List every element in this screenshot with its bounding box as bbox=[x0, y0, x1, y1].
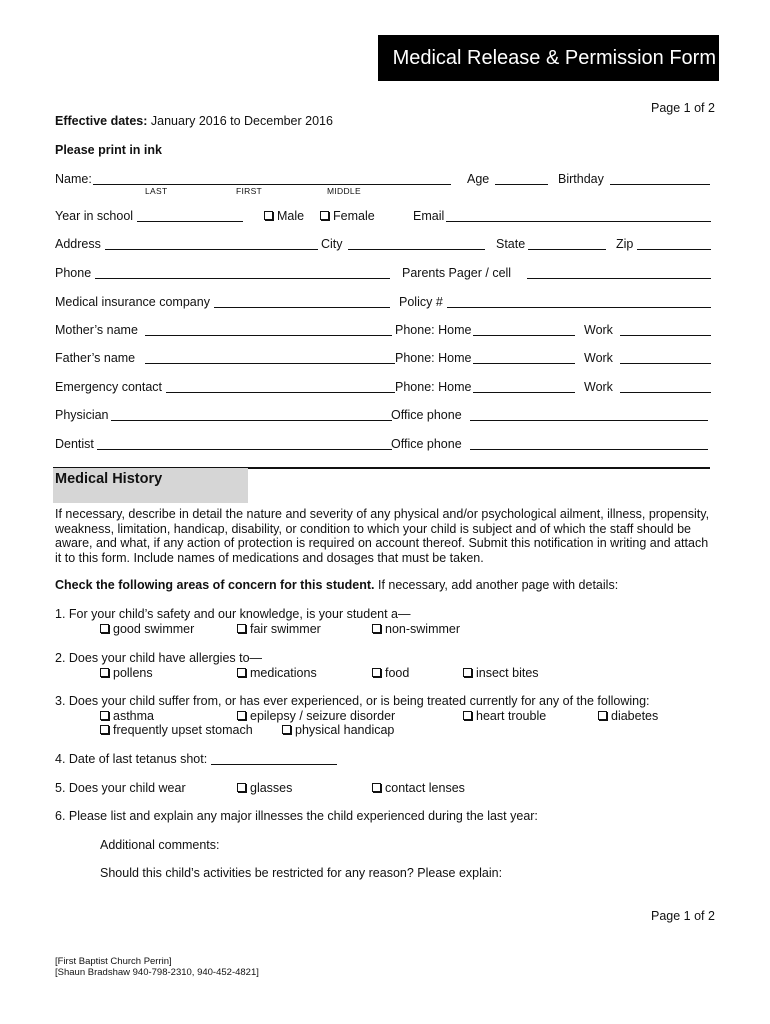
birthday-input-line[interactable] bbox=[610, 184, 710, 185]
print-in-ink-note: Please print in ink bbox=[55, 143, 162, 157]
mother-work-input-line[interactable] bbox=[620, 335, 711, 336]
check-areas-instruction bbox=[55, 578, 618, 592]
year-in-school-input-line[interactable] bbox=[137, 221, 243, 222]
option-label: glasses bbox=[250, 781, 293, 795]
heart-trouble-option[interactable] bbox=[463, 709, 546, 723]
age-label: Age bbox=[467, 172, 490, 186]
option-label: food bbox=[385, 666, 410, 680]
dentist-office-phone-label: Office phone bbox=[391, 437, 462, 451]
physical-handicap-option[interactable] bbox=[282, 723, 394, 737]
page-number-bottom: Page 1 of 2 bbox=[651, 909, 715, 923]
parents-pager-input-line[interactable] bbox=[527, 278, 711, 279]
email-label: Email bbox=[413, 209, 445, 223]
dentist-input-line[interactable] bbox=[97, 449, 392, 450]
male-checkbox-icon[interactable] bbox=[264, 211, 273, 220]
checkbox-icon[interactable] bbox=[463, 668, 472, 677]
policy-label: Policy # bbox=[399, 295, 443, 309]
option-label: epilepsy / seizure disorder bbox=[250, 709, 396, 723]
father-work-label: Work bbox=[584, 351, 613, 365]
glasses-option[interactable] bbox=[237, 781, 292, 795]
page-number-top: Page 1 of 2 bbox=[651, 101, 715, 115]
checkbox-icon[interactable] bbox=[463, 711, 472, 720]
option-label: good swimmer bbox=[113, 622, 195, 636]
option-label: non-swimmer bbox=[385, 622, 461, 636]
mother-phone-home-label: Phone: Home bbox=[395, 323, 472, 337]
mother-label: Mother’s name bbox=[55, 323, 138, 337]
footer-contact: [Shaun Bradshaw 940-798-2310, 940-452-4821] bbox=[55, 967, 259, 978]
question-2: 2. Does your child have allergies to— bbox=[55, 651, 263, 665]
medical-history-paragraph: If necessary, describe in detail the nature and severity of any physical and/or psychological ailment, illness, propensity, weakness, limitation, handicap, disability, or condition to which your child is subject and of which the staff should be aware, and what, if any action of protection is required on account thereof. Submit this notification in writing and attach it to this form. Include names of medications and dosages that must be taken. bbox=[55, 507, 710, 565]
mother-phone-home-input-line[interactable] bbox=[473, 335, 575, 336]
checkbox-icon[interactable] bbox=[100, 624, 109, 633]
option-label: heart trouble bbox=[476, 709, 547, 723]
good-swimmer-option[interactable] bbox=[100, 622, 194, 636]
diabetes-option[interactable] bbox=[598, 709, 658, 723]
option-label: medications bbox=[250, 666, 317, 680]
father-label: Father’s name bbox=[55, 351, 136, 365]
policy-input-line[interactable] bbox=[447, 307, 711, 308]
option-label: diabetes bbox=[611, 709, 659, 723]
additional-comments-label: Additional comments: bbox=[100, 838, 220, 852]
mother-input-line[interactable] bbox=[145, 335, 392, 336]
city-label: City bbox=[321, 237, 343, 251]
fair-swimmer-option[interactable] bbox=[237, 622, 321, 636]
question-5: 5. Does your child wear bbox=[55, 781, 186, 795]
checkbox-icon[interactable] bbox=[282, 725, 291, 734]
female-checkbox-icon[interactable] bbox=[320, 211, 329, 220]
zip-label: Zip bbox=[616, 237, 634, 251]
address-label: Address bbox=[55, 237, 101, 251]
emergency-input-line[interactable] bbox=[166, 392, 395, 393]
emergency-phone-home-input-line[interactable] bbox=[473, 392, 575, 393]
father-phone-home-input-line[interactable] bbox=[473, 363, 575, 364]
insect-bites-option[interactable] bbox=[463, 666, 539, 680]
physician-office-phone-input-line[interactable] bbox=[470, 420, 708, 421]
option-label: contact lenses bbox=[385, 781, 465, 795]
zip-input-line[interactable] bbox=[637, 249, 711, 250]
option-label: asthma bbox=[113, 709, 154, 723]
checkbox-icon[interactable] bbox=[372, 624, 381, 633]
form-title: Medical Release & Permission Form bbox=[378, 35, 719, 81]
year-in-school-label: Year in school bbox=[55, 209, 134, 223]
pollens-option[interactable] bbox=[100, 666, 153, 680]
question-3: 3. Does your child suffer from, or has ever experienced, or is being treated currently for any of the following: bbox=[55, 694, 650, 708]
option-label: frequently upset stomach bbox=[113, 723, 253, 737]
last-name-caption: LAST bbox=[145, 186, 168, 196]
checkbox-icon[interactable] bbox=[100, 668, 109, 677]
option-label: fair swimmer bbox=[250, 622, 321, 636]
female-label: Female bbox=[333, 209, 375, 223]
checkbox-icon[interactable] bbox=[100, 725, 109, 734]
age-input-line[interactable] bbox=[495, 184, 548, 185]
middle-name-caption: MIDDLE bbox=[327, 186, 361, 196]
restriction-question: Should this child’s activities be restricted for any reason? Please explain: bbox=[100, 866, 503, 880]
dentist-office-phone-input-line[interactable] bbox=[470, 449, 708, 450]
insurance-input-line[interactable] bbox=[214, 307, 390, 308]
effective-dates-value: January 2016 to December 2016 bbox=[150, 114, 333, 128]
checkbox-icon[interactable] bbox=[237, 624, 246, 633]
insurance-label: Medical insurance company bbox=[55, 295, 210, 309]
footer-organization: [First Baptist Church Perrin] bbox=[55, 956, 172, 967]
non-swimmer-option[interactable] bbox=[372, 622, 460, 636]
father-input-line[interactable] bbox=[145, 363, 395, 364]
checkbox-icon[interactable] bbox=[598, 711, 607, 720]
physician-office-phone-label: Office phone bbox=[391, 408, 462, 422]
checkbox-icon[interactable] bbox=[372, 783, 381, 792]
emergency-work-input-line[interactable] bbox=[620, 392, 711, 393]
state-label: State bbox=[496, 237, 526, 251]
physician-label: Physician bbox=[55, 408, 109, 422]
option-label: pollens bbox=[113, 666, 153, 680]
name-label: Name: bbox=[55, 172, 92, 186]
male-label: Male bbox=[277, 209, 305, 223]
male-option[interactable] bbox=[264, 209, 304, 223]
option-label: insect bites bbox=[476, 666, 539, 680]
birthday-label: Birthday bbox=[558, 172, 604, 186]
female-option[interactable] bbox=[320, 209, 375, 223]
checkbox-icon[interactable] bbox=[237, 783, 246, 792]
email-input-line[interactable] bbox=[446, 221, 711, 222]
asthma-option[interactable] bbox=[100, 709, 154, 723]
father-phone-home-label: Phone: Home bbox=[395, 351, 472, 365]
address-input-line[interactable] bbox=[105, 249, 318, 250]
dentist-label: Dentist bbox=[55, 437, 94, 451]
question-4: 4. Date of last tetanus shot: bbox=[55, 752, 208, 766]
epilepsy-option[interactable] bbox=[237, 709, 395, 723]
check-areas-bold: Check the following areas of concern for this student. bbox=[55, 578, 375, 592]
medical-history-heading: Medical History bbox=[53, 468, 248, 503]
contact-lenses-option[interactable] bbox=[372, 781, 465, 795]
option-label: physical handicap bbox=[295, 723, 395, 737]
checkbox-icon[interactable] bbox=[237, 711, 246, 720]
first-name-caption: FIRST bbox=[236, 186, 263, 196]
tetanus-date-input-line[interactable] bbox=[211, 764, 337, 765]
upset-stomach-option[interactable] bbox=[100, 723, 253, 737]
food-option[interactable] bbox=[372, 666, 409, 680]
question-1: 1. For your child’s safety and our knowledge, is your student a— bbox=[55, 607, 411, 621]
emergency-work-label: Work bbox=[584, 380, 613, 394]
name-input-line[interactable] bbox=[93, 184, 451, 185]
checkbox-icon[interactable] bbox=[100, 711, 109, 720]
checkbox-icon[interactable] bbox=[237, 668, 246, 677]
state-input-line[interactable] bbox=[528, 249, 606, 250]
emergency-label: Emergency contact bbox=[55, 380, 162, 394]
city-input-line[interactable] bbox=[348, 249, 485, 250]
parents-pager-label: Parents Pager / cell bbox=[402, 266, 512, 280]
effective-dates bbox=[55, 114, 333, 128]
phone-input-line[interactable] bbox=[95, 278, 390, 279]
mother-work-label: Work bbox=[584, 323, 613, 337]
question-6: 6. Please list and explain any major illnesses the child experienced during the last year: bbox=[55, 809, 538, 823]
check-areas-rest: If necessary, add another page with details: bbox=[374, 578, 619, 592]
emergency-phone-home-label: Phone: Home bbox=[395, 380, 472, 394]
physician-input-line[interactable] bbox=[111, 420, 392, 421]
checkbox-icon[interactable] bbox=[372, 668, 381, 677]
phone-label: Phone bbox=[55, 266, 92, 280]
father-work-input-line[interactable] bbox=[620, 363, 711, 364]
medications-option[interactable] bbox=[237, 666, 317, 680]
effective-dates-label: Effective dates: bbox=[55, 114, 148, 128]
